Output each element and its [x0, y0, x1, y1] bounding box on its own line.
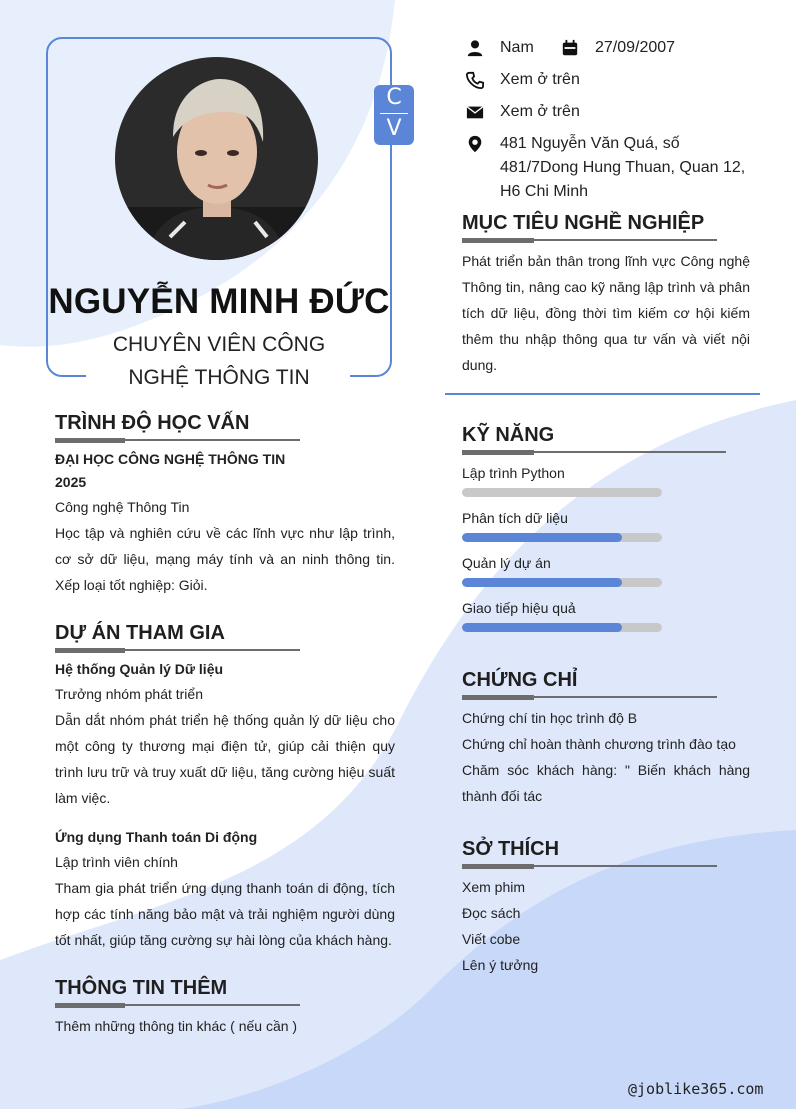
extra-title: THÔNG TIN THÊM — [55, 977, 228, 999]
cv-badge — [374, 85, 414, 145]
job-title — [96, 328, 342, 394]
skill-label-data-analysis: Phân tích dữ liệu — [462, 510, 568, 526]
skill-label-python: Lập trình Python — [462, 465, 565, 481]
gender-value: Nam — [500, 39, 534, 56]
gender-row — [466, 36, 534, 60]
location-pin-icon — [466, 135, 484, 153]
avatar — [115, 57, 318, 260]
project-1-description: Dẫn dắt nhóm phát triển hệ thống quản lý dữ liệu cho một công ty thương mại điện tử, giúp cải thiện quy trình lưu trữ và truy xuất dữ liệu, tăng cường hiệu suất làm việc. — [55, 712, 395, 806]
projects-title: DỰ ÁN THAM GIA — [55, 622, 225, 644]
projects-underline — [55, 649, 300, 651]
extra-underline — [55, 1004, 300, 1006]
education-year: 2025 — [55, 474, 87, 490]
project-1-role: Trưởng nhóm phát triển — [55, 686, 203, 702]
skill-bar-project-management — [462, 578, 662, 587]
hobby-item: Viết cobe — [462, 931, 521, 947]
full-name: NGUYỄN MINH ĐỨC — [48, 282, 390, 321]
person-icon — [466, 39, 484, 57]
certificates-underline — [462, 696, 717, 698]
calendar-icon — [561, 39, 579, 57]
envelope-icon — [466, 103, 484, 121]
extra-text: Thêm những thông tin khác ( nếu cần ) — [55, 1018, 298, 1034]
phone-row — [466, 68, 580, 92]
education-underline — [55, 439, 300, 441]
education-major: Công nghệ Thông Tin — [55, 499, 190, 515]
hobby-item: Đọc sách — [462, 905, 521, 921]
email-row — [466, 100, 580, 124]
hobbies-underline — [462, 865, 717, 867]
hobby-item: Lên ý tưởng — [462, 957, 539, 973]
birthday-row — [561, 36, 675, 60]
address-value: 481 Nguyễn Văn Quá, số 481/7Dong Hung Thuan, Quan 12, H6 Chi Minh — [500, 135, 746, 200]
objective-underline — [462, 239, 717, 241]
footer-brand: @joblike365.com — [628, 1080, 764, 1098]
certificates-title: CHỨNG CHỈ — [462, 669, 578, 691]
skill-bar-communication — [462, 623, 662, 632]
skill-label-communication: Giao tiếp hiệu quả — [462, 600, 576, 616]
cv-badge-bottom: V — [386, 116, 402, 141]
skill-bar-data-analysis — [462, 533, 662, 542]
skills-underline — [462, 451, 726, 453]
education-title: TRÌNH ĐỘ HỌC VẤN — [55, 412, 250, 434]
birthday-value: 27/09/2007 — [595, 39, 676, 56]
certificate-item: Chăm sóc khách hàng: " Biến khách hàng thành đối tác — [462, 762, 750, 804]
job-title-line2: NGHỆ THÔNG TIN — [128, 366, 310, 389]
project-1-name: Hệ thống Quản lý Dữ liệu — [55, 661, 224, 677]
certificate-item: Chứng chí tin học trình độ B — [462, 710, 638, 726]
project-2-description: Tham gia phát triển ứng dụng thanh toán di động, tích hợp các tính năng bảo mật và trải nghiệm người dùng tốt nhất, giúp tăng cường sự hài lòng của khách hàng. — [55, 880, 395, 948]
address-row — [466, 132, 756, 204]
skills-title: KỸ NĂNG — [462, 424, 555, 446]
section-divider — [445, 393, 760, 395]
cv-badge-top: C — [386, 85, 402, 110]
phone-value: Xem ở trên — [500, 71, 580, 88]
skill-bar-python — [462, 488, 662, 497]
hobby-item: Xem phim — [462, 879, 526, 895]
objective-title: MỤC TIÊU NGHỀ NGHIỆP — [462, 212, 705, 234]
email-value: Xem ở trên — [500, 103, 580, 120]
phone-icon — [466, 71, 484, 89]
skill-label-project-management: Quản lý dự án — [462, 555, 551, 571]
project-2-name: Ứng dụng Thanh toán Di động — [55, 829, 258, 845]
job-title-line1: CHUYÊN VIÊN CÔNG — [112, 333, 326, 356]
hobbies-title: SỞ THÍCH — [462, 838, 560, 860]
certificate-item: Chứng chỉ hoàn thành chương trình đào tạo — [462, 736, 736, 752]
education-description: Học tập và nghiên cứu về các lĩnh vực như lập trình, cơ sở dữ liệu, mạng máy tính và an ninh thông tin. Xếp loại tốt nghiệp: Giỏi. — [55, 525, 395, 593]
education-school: ĐẠI HỌC CÔNG NGHỆ THÔNG TIN — [55, 451, 286, 467]
objective-text: Phát triển bản thân trong lĩnh vực Công nghệ Thông tin, nâng cao kỹ năng lập trình và phân tích dữ liệu, đồng thời tìm kiếm cơ hội kiếm thêm thu nhập thông qua tư vấn và viết nội dung. — [462, 253, 750, 373]
project-2-role: Lập trình viên chính — [55, 854, 178, 870]
